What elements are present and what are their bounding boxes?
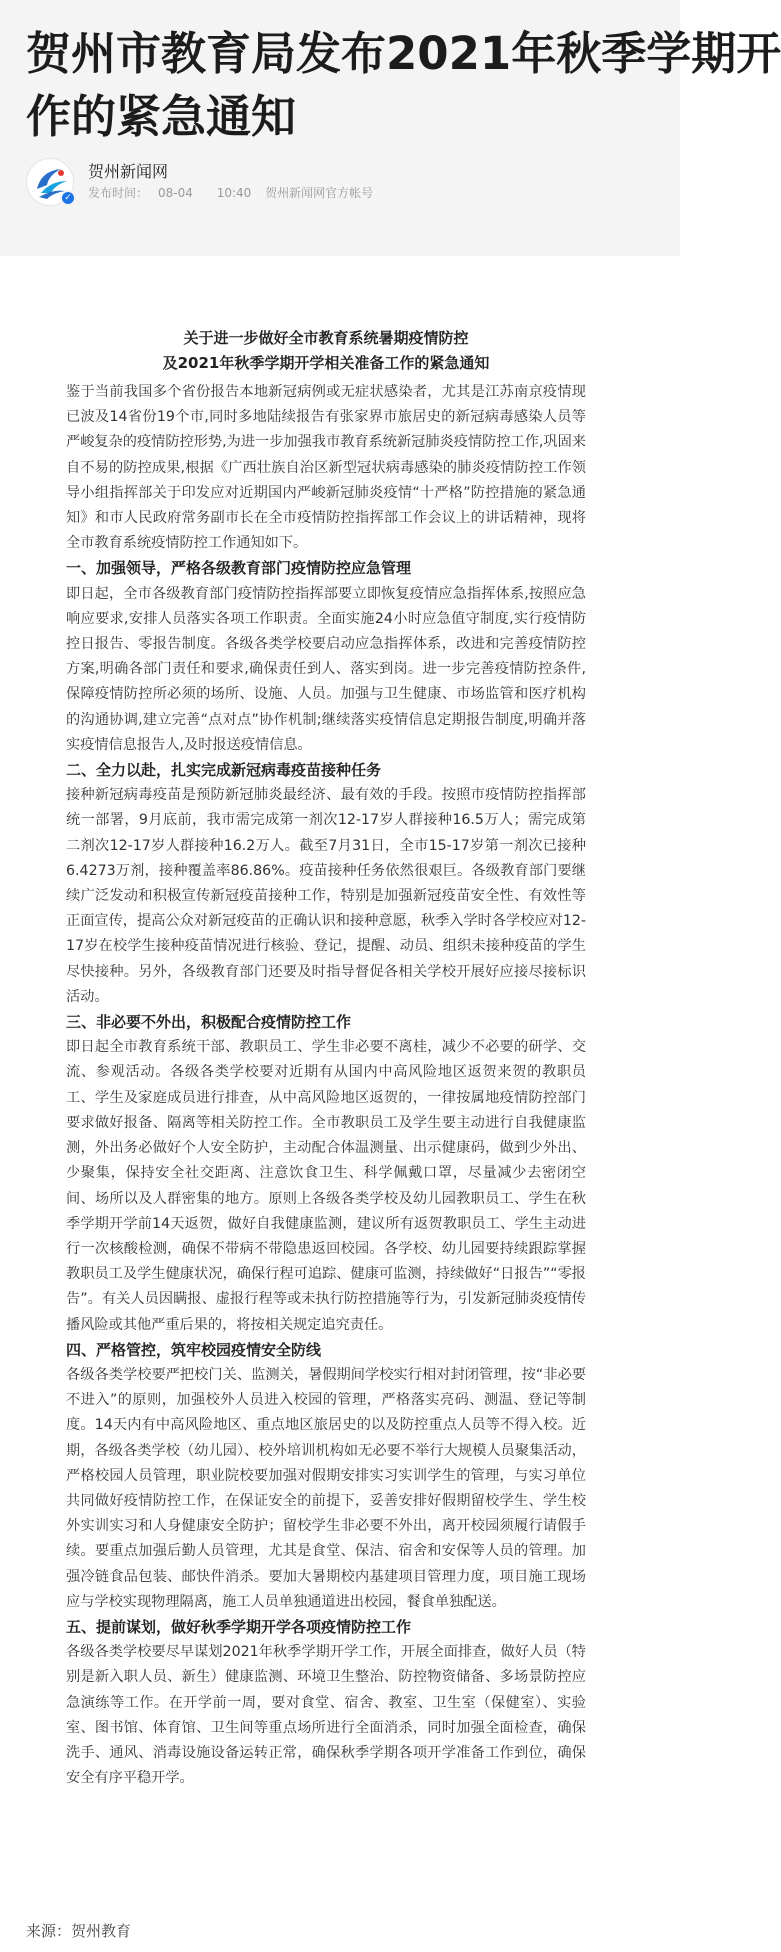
article-title-line-1: 贺州市教育局发布2021年秋季学期开 bbox=[26, 27, 781, 80]
section-heading-1: 一、加强领导，严格各级教育部门疫情防控应急管理 bbox=[66, 559, 412, 578]
section-heading-5: 五、提前谋划，做好秋季学期开学各项疫情防控工作 bbox=[66, 1617, 412, 1636]
section-body-4: 各级各类学校要严把校门关、监测关，暑假期间学校实行相对封闭管理，按“非必要不进入”的原则，加强校外人员进入校园的管理，严格落实亮码、测温、登记等制度。14天内有中高风险地区、重点地区旅居史的以及防控重点人员等不得入校。近期，各级各类学校（幼儿园）、校外培训机构如无必要不举行大规模人员聚集活动，严格校园人员管理，职业院校要加强对假期安排实习实训学生的管理，与实习单位共同做好疫情防控工作，在保证安全的前提下，妥善安排好假期留校学生、学生校外实训实习和人身健康安全防护；留校学生非必要不外出，离开校园须履行请假手续。要重点加强后勤人员管理，尤其是食堂、保洁、宿舍和安保等人员的管理。加强冷链食品包装、邮快件消杀。要加大暑期校内基建项目管理力度，项目施工现场应与学校实现物理隔离，施工人员单独通道进出校园，餐食单独配送。 bbox=[66, 1366, 586, 1610]
notice-title-line-2: 及2021年秋季学期开学相关准备工作的紧急通知 bbox=[162, 354, 490, 372]
article-title bbox=[26, 22, 781, 148]
intro-paragraph: 鉴于当前我国多个省份报告本地新冠病例或无症状感染者，尤其是江苏南京疫情现已波及14省份19个市,同时多地陆续报告有张家界市旅居史的新冠病毒感染人员等严峻复杂的疫情防控形势,为进一步加强我市教育系统新冠肺炎疫情防控工作,巩固来自不易的防控成果,根据《广西壮族自治区新型冠状病毒感染的肺炎疫情防控工作领导小组指挥部关于印发应对近期国内严峻新冠肺炎疫情“十严格”防控措施的紧急通知》和市人民政府常务副市长在全市疫情防控指挥部工作会议上的讲话精神，现将全市教育系统疫情防控工作通知如下。 bbox=[66, 384, 586, 552]
section-body-1: 即日起，全市各级教育部门疫情防控指挥部要立即恢复疫情应急指挥体系,按照应急响应要求,安排人员落实各项工作职责。全面实施24小时应急值守制度,实行疫情防控日报告、零报告制度。各级各类学校要启动应急指挥体系，改进和完善疫情防控方案,明确各部门责任和要求,确保责任到人、落实到岗。进一步完善疫情防控条件,保障疫情防控所必须的场所、设施、人员。加强与卫生健康、市场监管和医疗机构的沟通协调,建立完善“点对点”协作机制;继续落实疫情信息定期报告制度,明确并落实疫情信息报告人,及时报送疫情信息。 bbox=[66, 585, 586, 753]
publish-label: 发布时间： bbox=[88, 186, 149, 200]
section-body-2: 接种新冠病毒疫苗是预防新冠肺炎最经济、最有效的手段。按照市疫情防控指挥部统一部署，9月底前，我市需完成第一剂次12-17岁人群接种16.5万人；需完成第二剂次12-17岁人群接种16.2万人。截至7月31日，全市15-17岁第一剂次已接种6.4273万剂，接种覆盖率86.86%。疫苗接种任务依然很艰巨。各级教育部门要继续广泛发动和积极宣传新冠疫苗接种工作，特别是加强新冠疫苗安全性、有效性等正面宣传，提高公众对新冠疫苗的正确认识和接种意愿，秋季入学时各学校应对12-17岁在校学生接种疫苗情况进行核验、登记，提醒、动员、组织未接种疫苗的学生尽快接种。另外，各级教育部门还要及时指导督促各相关学校开展好应接尽接标识活动。 bbox=[66, 787, 586, 1005]
article-source: 来源：贺州教育 bbox=[26, 1922, 132, 1940]
section-body-5: 各级各类学校要尽早谋划2021年秋季学期开学工作，开展全面排查，做好人员（特别是新入职人员、新生）健康监测、环境卫生整治、防控物资储备、多场景防控应急演练等工作。在开学前一周，要对食堂、宿舍、教室、卫生室（保健室）、实验室、图书馆、体育馆、卫生间等重点场所进行全面消杀，同时加强全面检查，确保洗手、通风、消毒设施设备运转正常，确保秋季学期各项开学准备工作到位，确保安全有序平稳开学。 bbox=[66, 1644, 586, 1787]
section-heading-2: 二、全力以赴，扎实完成新冠病毒疫苗接种任务 bbox=[66, 761, 382, 780]
section-body-3: 即日起全市教育系统干部、教职员工、学生非必要不离桂，减少不必要的研学、交流、参观活动。各级各类学校要对近期有从国内中高风险地区返贺来贺的教职员工、学生及家庭成员进行排查，从中高风险地区返贺的，一律按属地疫情防控部门要求做好报备、隔离等相关防控工作。全市教职员工及学生要主动进行自我健康监测，外出务必做好个人安全防护，主动配合体温测量、出示健康码，做到少外出、少聚集，保持安全社交距离、注意饮食卫生、科学佩戴口罩，尽量减少去密闭空间、场所以及人群密集的地方。原则上各级各类学校及幼儿园教职员工、学生在秋季学期开学前14天返贺，做好自我健康监测，建议所有返贺教职员工、学生主动进行一次核酸检测，确保不带病不带隐患返回校园。各学校、幼儿园要持续跟踪掌握教职员工及学生健康状况，确保行程可追踪、健康可监测，持续做好“日报告”“零报告”。有关人员因瞒报、虚报行程等或未执行防控措施等行为，引发新冠肺炎疫情传播风险或其他严重后果的，将按相关规定追究责任。 bbox=[66, 1039, 586, 1333]
article-title-line-2: 作的紧急通知 bbox=[26, 90, 297, 143]
verified-badge-icon: ✓ bbox=[60, 190, 76, 206]
article-body bbox=[66, 326, 586, 1791]
section-heading-3: 三、非必要不外出，积极配合疫情防控工作 bbox=[66, 1013, 352, 1032]
article-header bbox=[0, 0, 781, 256]
publish-date: 08-04 bbox=[158, 186, 193, 200]
notice-title-line-1: 关于进一步做好全市教育系统暑期疫情防控 bbox=[183, 329, 469, 347]
publish-time: 10:40 bbox=[216, 186, 252, 200]
account-name[interactable]: 贺州新闻网 bbox=[88, 162, 169, 181]
publish-meta bbox=[88, 184, 383, 201]
notice-title bbox=[66, 326, 586, 376]
account-type: 贺州新闻网官方帐号 bbox=[265, 186, 374, 200]
section-heading-4: 四、严格管控，筑牢校园疫情安全防线 bbox=[66, 1340, 322, 1359]
